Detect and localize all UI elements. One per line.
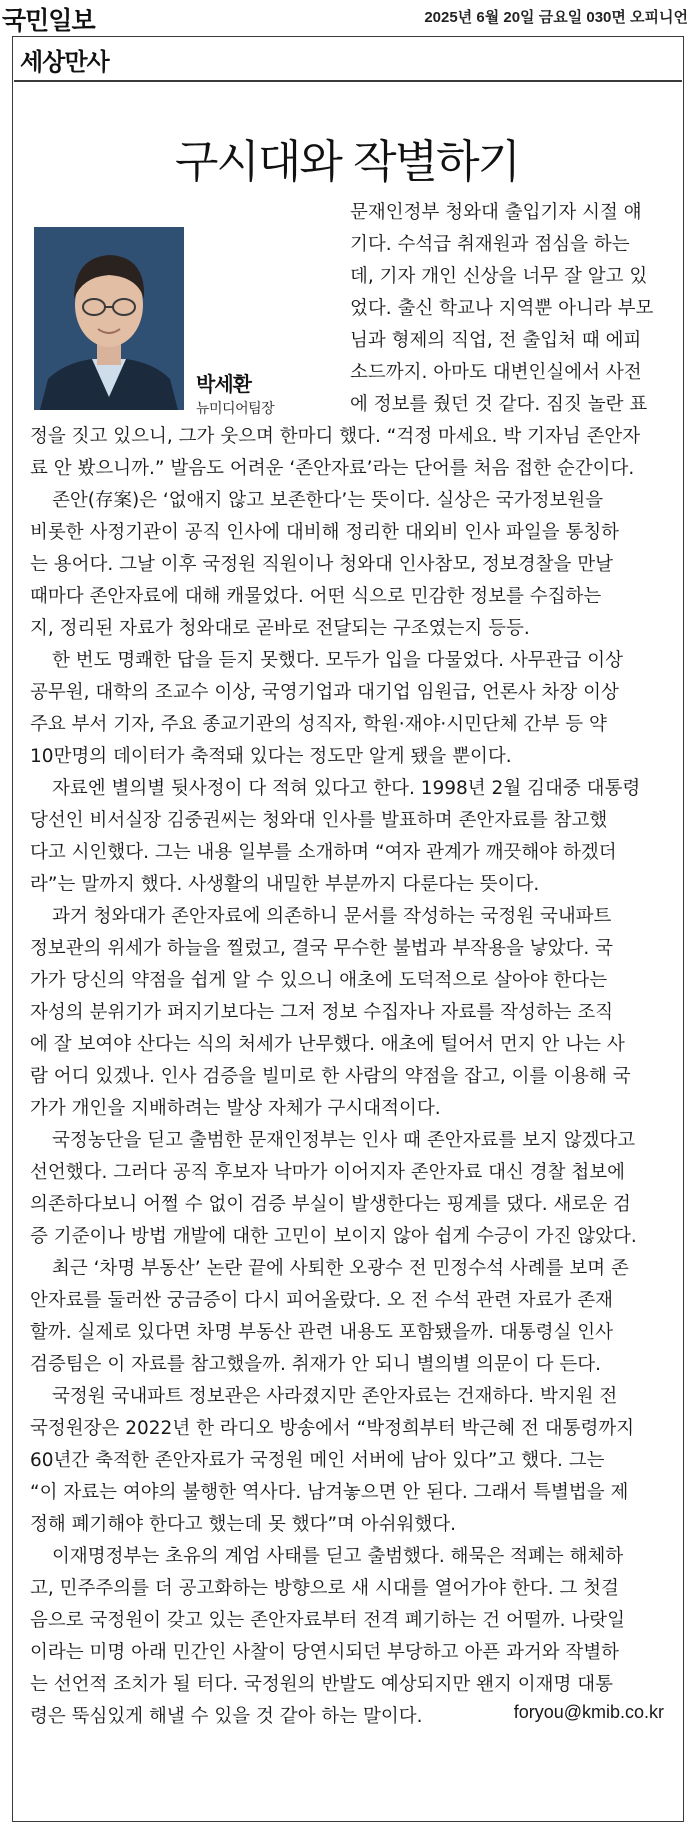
author-email[interactable]: foryou@kmib.co.kr bbox=[513, 1702, 664, 1722]
body-line: 님과 형제의 직업, 전 출입처 때 에피 bbox=[350, 330, 642, 351]
body-line: 음으로 국정원이 갖고 있는 존안자료부터 전격 폐기하는 건 어떨까. 나랏일 bbox=[30, 1610, 625, 1631]
body-line: 기다. 수석급 취재원과 점심을 하는 bbox=[350, 234, 630, 255]
body-line: 국정원 국내파트 정보관은 사라졌지만 존안자료는 건재하다. 박지원 전 bbox=[52, 1386, 618, 1407]
body-line: 자성의 분위기가 퍼지기보다는 그저 정보 수집자나 자료를 작성하는 조직 bbox=[30, 1002, 614, 1023]
article-headline: 구시대와 작별하기 bbox=[174, 135, 520, 188]
author-photo bbox=[34, 227, 184, 410]
body-line: 비롯한 사정기관이 공직 인사에 대비해 정리한 대외비 인사 파일을 통칭하 bbox=[30, 522, 620, 543]
body-line: 데, 기자 개인 신상을 너무 잘 알고 있 bbox=[350, 266, 648, 287]
body-line: 라”는 말까지 했다. 사생활의 내밀한 부분까지 다룬다는 뜻이다. bbox=[30, 874, 540, 895]
body-line: 증 기준이나 방법 개발에 대한 고민이 보이지 않아 쉽게 수긍이 가진 않았다. bbox=[30, 1226, 637, 1247]
author-team: 뉴미디어팀장 bbox=[196, 401, 275, 417]
body-line: 주요 부서 기자, 주요 종교기관의 성직자, 학원·재야·시민단체 간부 등 약 bbox=[30, 714, 607, 735]
column-section-label: 세상만사 bbox=[20, 48, 109, 76]
body-line: 다고 시인했다. 그는 내용 일부를 소개하며 “여자 관계가 깨끗해야 하겠더 bbox=[30, 842, 617, 863]
body-line: 한 번도 명쾌한 답을 듣지 못했다. 모두가 입을 다물었다. 사무관급 이상 bbox=[52, 650, 623, 671]
body-line: 공무원, 대학의 조교수 이상, 국영기업과 대기업 임원급, 언론사 차장 이상 bbox=[30, 682, 619, 703]
body-line: 가가 개인을 지배하려는 발상 자체가 구시대적이다. bbox=[30, 1098, 441, 1119]
issue-date-page: 2025년 6월 20일 금요일 030면 오피니언 bbox=[424, 9, 688, 26]
body-line: 에 잘 보여야 산다는 식의 처세가 난무했다. 애초에 털어서 먼지 안 나는 사 bbox=[30, 1034, 625, 1055]
body-line: 60년간 축적한 존안자료가 국정원 메인 서버에 남아 있다”고 했다. 그는 bbox=[30, 1450, 605, 1471]
body-line: 고, 민주주의를 더 공고화하는 방향으로 새 시대를 열어가야 한다. 그 첫걸 bbox=[30, 1578, 619, 1599]
body-line: 당선인 비서실장 김중권씨는 청와대 인사를 발표하며 존안자료를 참고했 bbox=[30, 810, 608, 831]
body-line: 소드까지. 아마도 대변인실에서 사전 bbox=[350, 362, 642, 383]
body-line: 정보관의 위세가 하늘을 찔렀고, 결국 무수한 불법과 부작용을 낳았다. 국 bbox=[30, 938, 613, 959]
body-line: 는 용어다. 그날 이후 국정원 직원이나 청와대 인사참모, 정보경찰을 만날 bbox=[30, 554, 613, 575]
body-line: 의존하다보니 어쩔 수 없이 검증 부실이 발생한다는 핑계를 댔다. 새로운 검 bbox=[30, 1194, 631, 1215]
body-line: 료 안 봤으니까.” 발음도 어려운 ‘존안자료’라는 단어를 처음 접한 순간이다. bbox=[30, 458, 635, 479]
author-name: 박세환 bbox=[196, 372, 251, 396]
body-line: 안자료를 둘러싼 궁금증이 다시 피어올랐다. 오 전 수석 관련 자료가 존재 bbox=[30, 1290, 613, 1311]
body-line: 자료엔 별의별 뒷사정이 다 적혀 있다고 한다. 1998년 2월 김대중 대통령 bbox=[52, 778, 641, 799]
body-line: 최근 ‘차명 부동산’ 논란 끝에 사퇴한 오광수 전 민정수석 사례를 보며 존 bbox=[52, 1258, 629, 1279]
body-line: 에 정보를 줬던 것 같다. 짐짓 놀란 표 bbox=[350, 394, 648, 415]
body-line: 이재명정부는 초유의 계엄 사태를 딛고 출범했다. 해묵은 적폐는 해체하 bbox=[52, 1546, 624, 1567]
body-line: 존안(存案)은 ‘없애지 않고 보존한다’는 뜻이다. 실상은 국가정보원을 bbox=[52, 490, 604, 511]
body-line: 문재인정부 청와대 출입기자 시절 얘 bbox=[350, 202, 642, 223]
body-line: 때마다 존안자료에 대해 캐물었다. 어떤 식으로 민감한 정보를 수집하는 bbox=[30, 586, 602, 607]
masthead bbox=[0, 0, 694, 35]
body-line: 10만명의 데이터가 축적돼 있다는 정도만 알게 됐을 뿐이다. bbox=[30, 746, 512, 767]
body-line: 선언했다. 그러다 공직 후보자 낙마가 이어지자 존안자료 대신 경찰 첩보에 bbox=[30, 1162, 625, 1183]
body-line: 가가 당신의 약점을 쉽게 알 수 있으니 애초에 도덕적으로 살아야 한다는 bbox=[30, 970, 608, 991]
body-line: 정을 짓고 있으니, 그가 웃으며 한마디 했다. “걱정 마세요. 박 기자님 존안자 bbox=[30, 426, 641, 447]
body-line: 는 선언적 조치가 될 터다. 국정원의 반발도 예상되지만 왠지 이재명 대통 bbox=[30, 1674, 613, 1695]
body-line: 었다. 출신 학교나 지역뿐 아니라 부모 bbox=[350, 298, 654, 319]
body-line: 과거 청와대가 존안자료에 의존하니 문서를 작성하는 국정원 국내파트 bbox=[52, 906, 612, 927]
body-line: 람 어디 있겠나. 인사 검증을 빌미로 한 사람의 약점을 잡고, 이를 이용해 국 bbox=[30, 1066, 631, 1087]
newspaper-logo: 국민일보 bbox=[2, 6, 95, 35]
body-line: 국정농단을 딛고 출범한 문재인정부는 인사 때 존안자료를 보지 않겠다고 bbox=[52, 1130, 636, 1151]
body-line: 검증팀은 이 자료를 참고했을까. 취재가 안 되니 별의별 의문이 다 든다. bbox=[30, 1354, 601, 1375]
body-line: 할까. 실제로 있다면 차명 부동산 관련 내용도 포함됐을까. 대통령실 인사 bbox=[30, 1322, 613, 1343]
body-line: 정해 폐기해야 한다고 했는데 못 했다”며 아쉬워했다. bbox=[30, 1514, 457, 1535]
body-line: 령은 뚝심있게 해낼 수 있을 것 같아 하는 말이다. bbox=[30, 1706, 423, 1727]
body-line: “이 자료는 여야의 불행한 역사다. 남겨놓으면 안 된다. 그래서 특별법을 제 bbox=[30, 1482, 629, 1503]
section-divider bbox=[14, 80, 682, 82]
body-line: 이라는 미명 아래 민간인 사찰이 당연시되던 부당하고 아픈 과거와 작별하 bbox=[30, 1642, 620, 1663]
body-line: 국정원장은 2022년 한 라디오 방송에서 “박정희부터 박근혜 전 대통령까지 bbox=[30, 1418, 635, 1439]
body-line: 지, 정리된 자료가 청와대로 곧바로 전달되는 구조였는지 등등. bbox=[30, 618, 530, 639]
